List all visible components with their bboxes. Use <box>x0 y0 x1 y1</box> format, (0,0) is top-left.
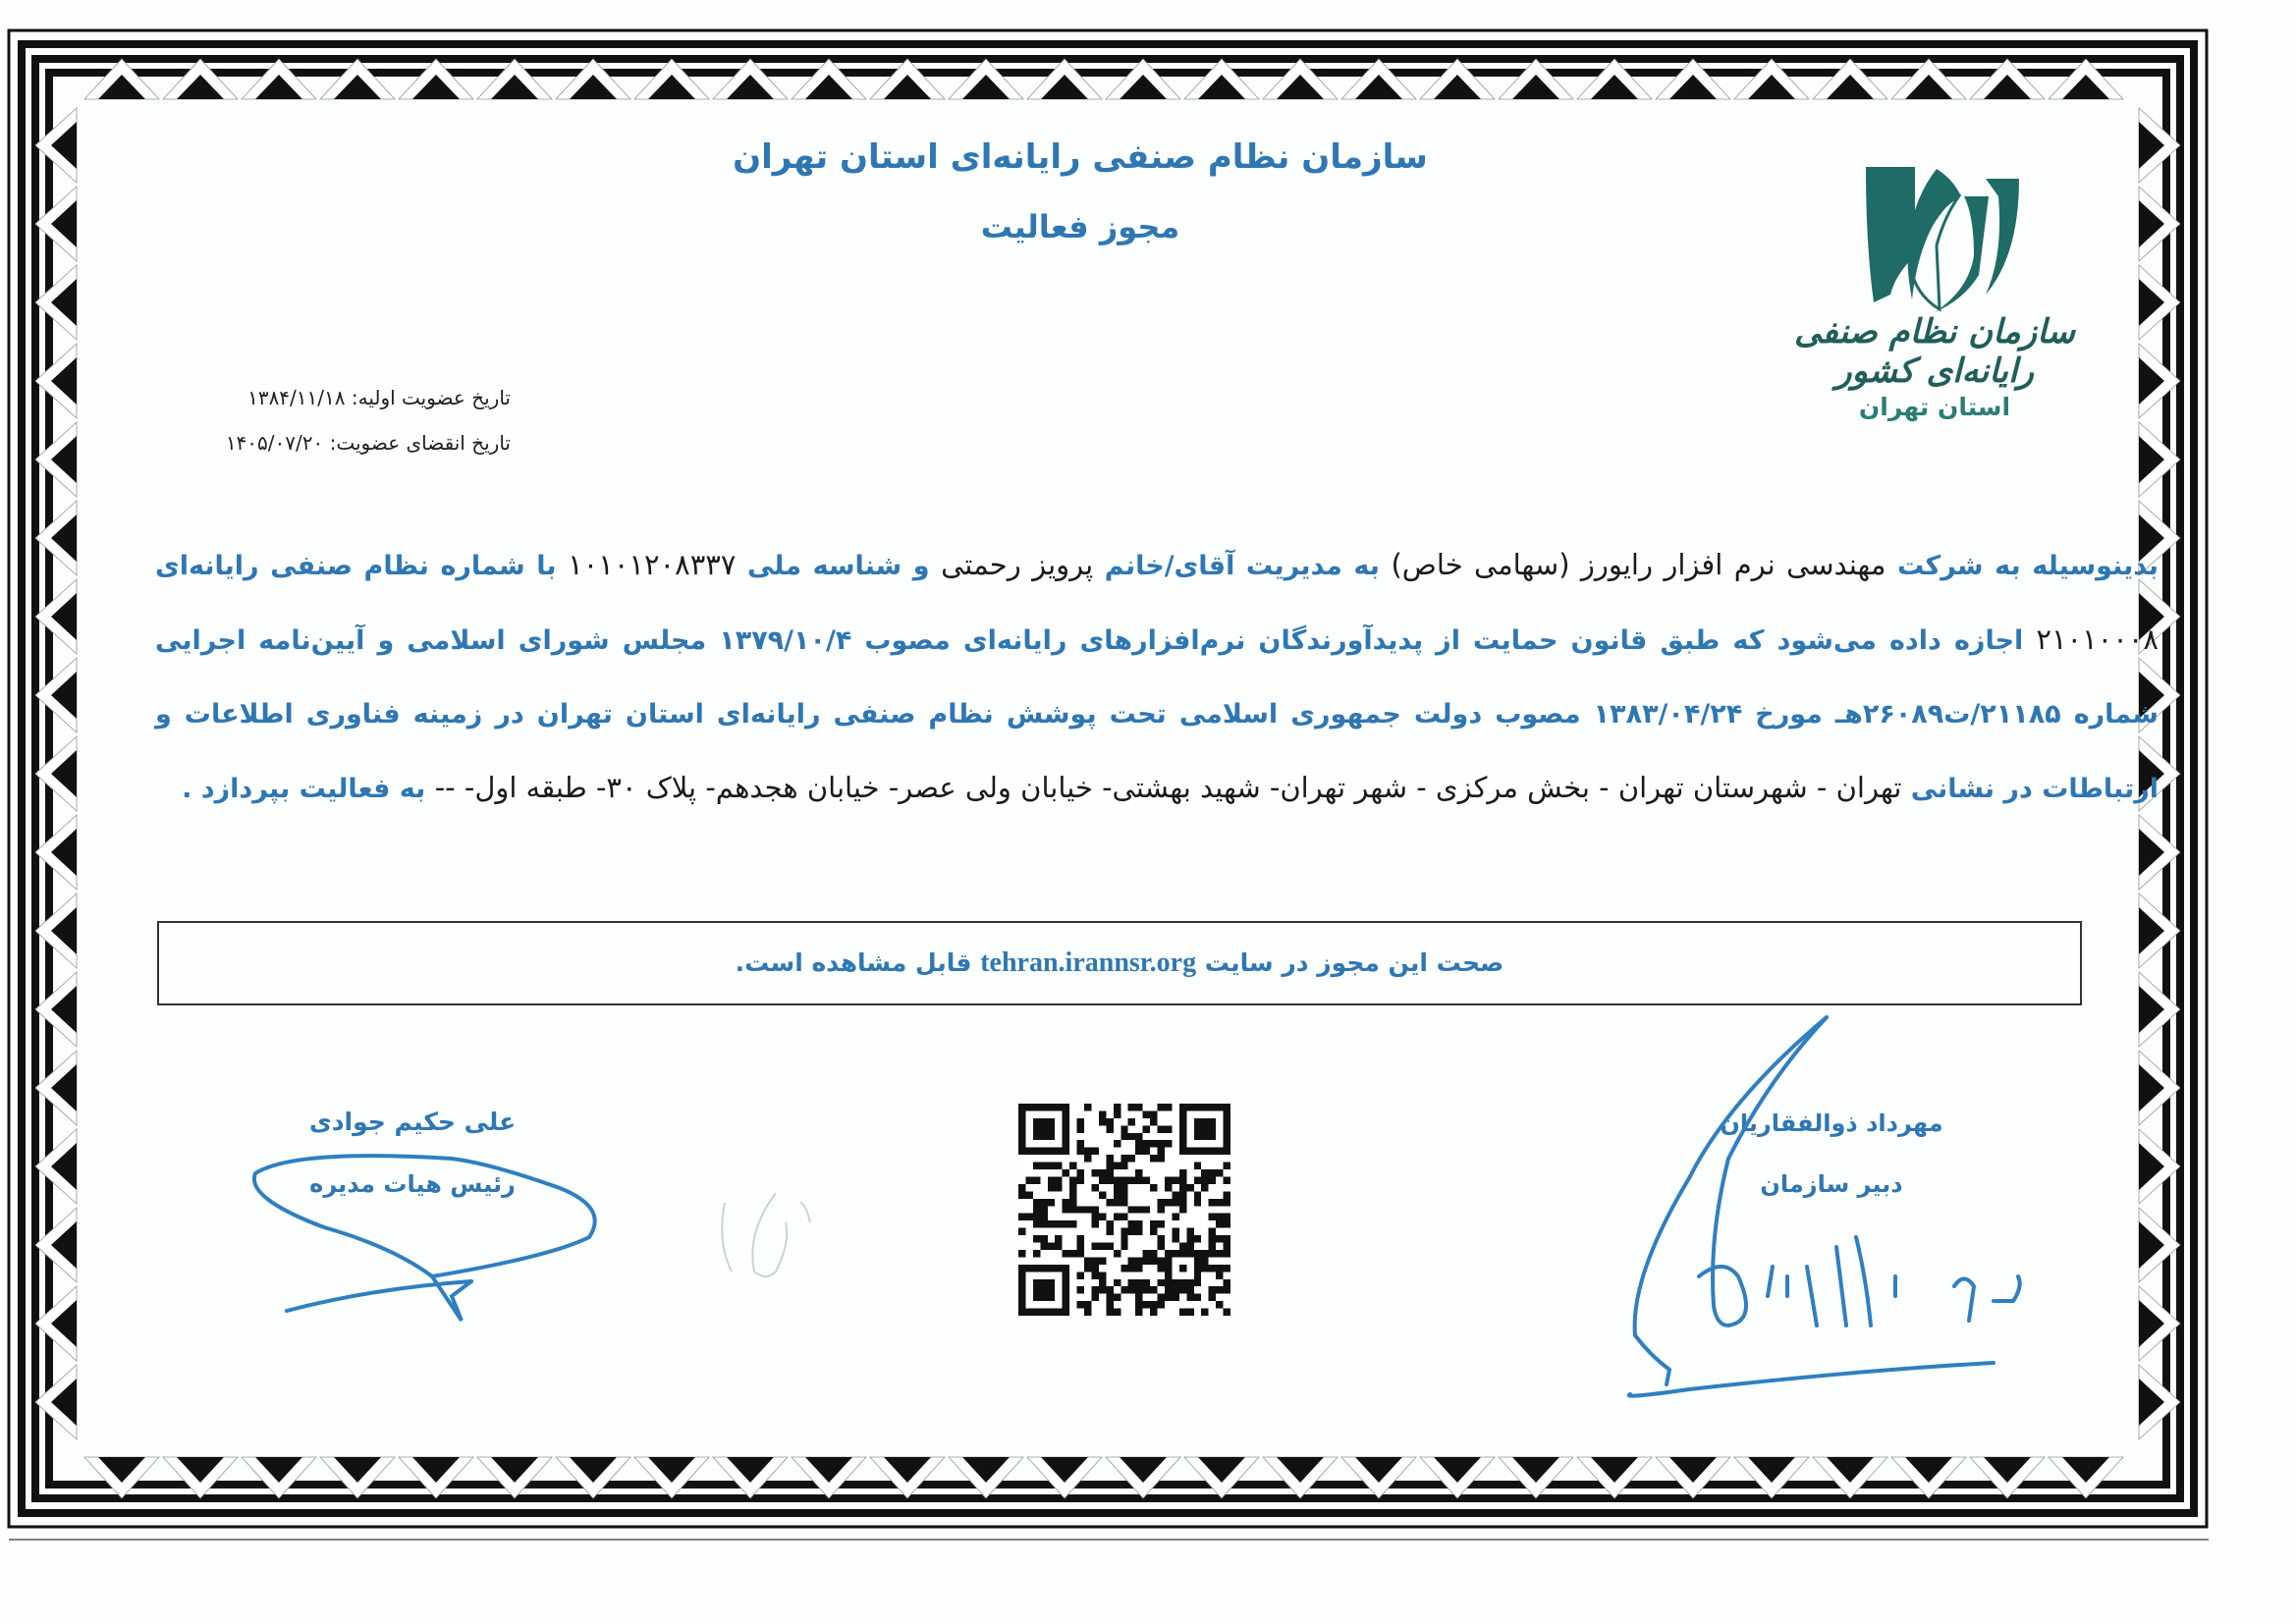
secretary-name: مهرداد ذوالفقاریان <box>1720 1110 1943 1137</box>
verification-suffix: قابل مشاهده است. <box>735 948 972 977</box>
watermark-logo-icon <box>707 1164 864 1311</box>
board-chairman-role: رئیس هیات مدیره <box>309 1170 516 1198</box>
verification-website[interactable]: tehran.irannsr.org <box>980 947 1197 978</box>
nasr-number: ۲۱۰۱۰۰۰۸ <box>2036 623 2159 656</box>
body-legal-text: اجازه داده می‌شود که طبق قانون حمایت از پدیدآورندگان نرم‌افزارهای رایانه‌ای مصوب ۱۳۷۹/۱۰/۴ مجلس شورای اسلامی و آیین‌نامه اجرایی شماره ۲۱۱۸۵/ت۲۶۰۸۹هـ مورخ ۱۳۸۳/۰۴/۲۴ مصوب دولت جمهوری اسلامی تحت پوشش نظام صنفی رایانه‌ای استان تهران در زمینه فناوری اطلاعات و ارتباطات در نشانی <box>155 625 2159 804</box>
logo-script-text: سازمان نظام صنفی رایانه‌ای کشور <box>1794 312 2075 391</box>
address: تهران - شهرستان تهران - بخش مرکزی - شهر تهران- شهید بهشتی- خیابان ولی عصر- خیابان هجدهم- پلاک ۳۰- طبقه اول- -- <box>434 771 1902 804</box>
license-body-text <box>155 528 2159 826</box>
body-nasr-label: با شماره نظام صنفی رایانه‌ای <box>155 551 557 581</box>
verification-box <box>157 921 2082 1005</box>
qr-code-icon[interactable] <box>1018 1104 1230 1316</box>
body-intro: بدینوسیله به شرکت <box>1896 551 2159 581</box>
body-manager-label: به مدیریت آقای/خانم <box>1104 551 1380 581</box>
document-title: مجوز فعالیت <box>980 208 1180 245</box>
board-chairman-name: علی حکیم جوادی <box>308 1108 517 1136</box>
secretary-role: دبیر سازمان <box>1760 1170 1903 1198</box>
body-closing: به فعالیت بپردازد . <box>182 774 426 804</box>
organization-title: سازمان نظام صنفی رایانه‌ای استان تهران <box>733 137 1428 177</box>
initial-membership-label: تاریخ عضویت اولیه: <box>351 386 511 409</box>
national-id: ۱۰۱۰۱۲۰۸۳۳۷ <box>568 548 737 581</box>
manager-name: پرویز رحمتی <box>941 548 1094 581</box>
initial-membership-row <box>157 375 511 420</box>
company-name: مهندسی نرم افزار رایورز (سهامی خاص) <box>1391 548 1886 581</box>
expiry-membership-row <box>157 420 511 465</box>
logo-caption: استان تهران <box>1858 393 2011 421</box>
expiry-membership-label: تاریخ انقضای عضویت: <box>329 431 511 455</box>
body-national-id-label: و شناسه ملی <box>746 551 930 581</box>
verification-prefix: صحت این مجوز در سایت <box>1204 948 1504 977</box>
membership-dates <box>157 375 511 465</box>
initial-membership-date: ۱۳۸۴/۱۱/۱۸ <box>247 386 346 409</box>
expiry-membership-date: ۱۴۰۵/۰۷/۲۰ <box>225 431 324 455</box>
